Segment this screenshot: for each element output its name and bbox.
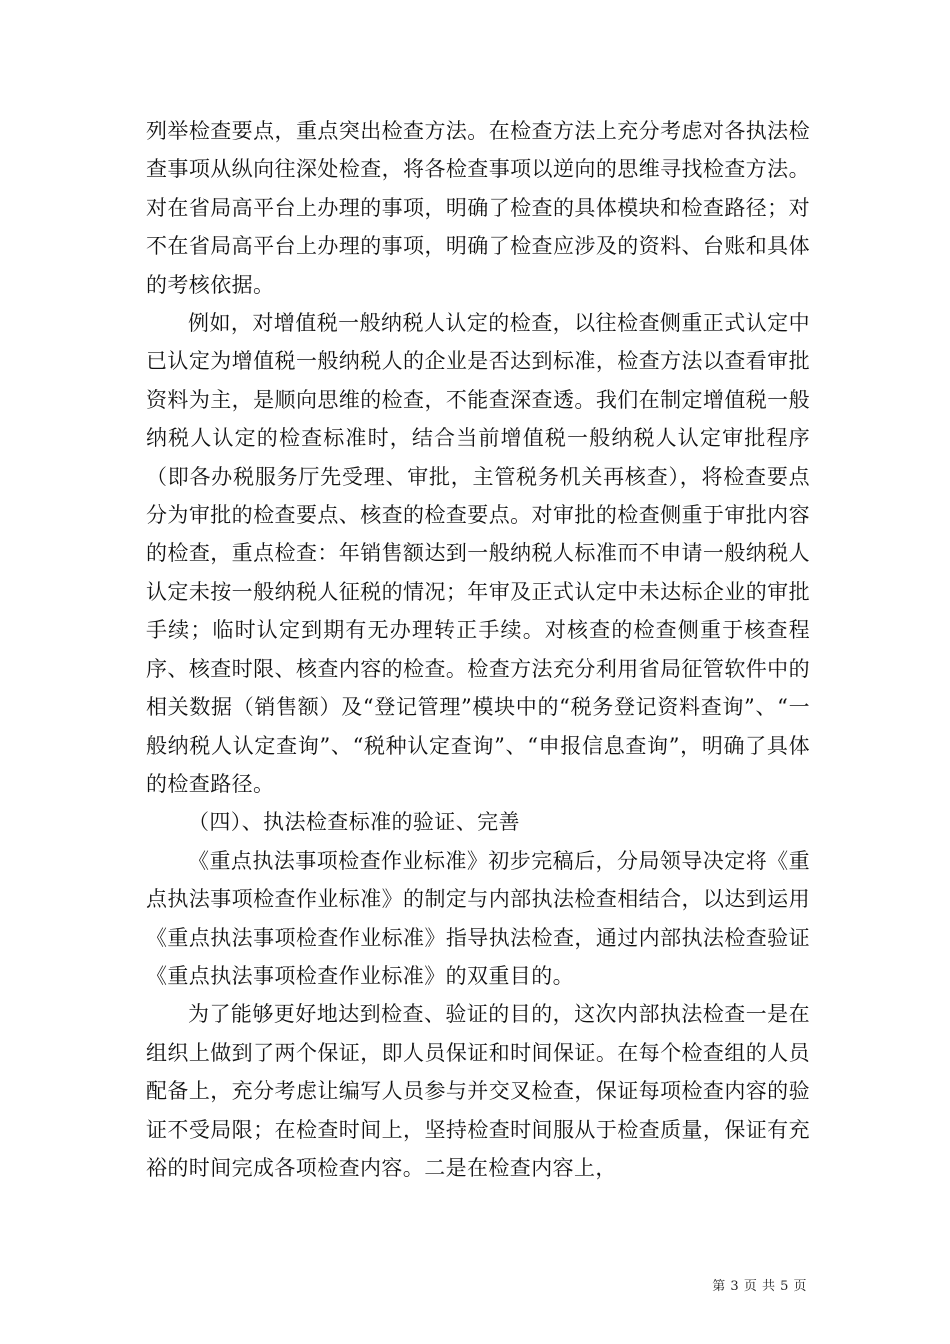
paragraph-vat-example: 例如，对增值税一般纳税人认定的检查，以往检查侧重正式认定中已认定为增值税一般纳税人的企业是否达到标准，检查方法以查看审批资料为主，是顺向思维的检查，不能查深查透。我们在制定增值税一般纳税人认定的检查标准时，结合当前增值税一般纳税人认定审批程序（即各办税服务厅先受理、审批，主管税务机关再核查），将检查要点分为审批的检查要点、核查的检查要点。对审批的检查侧重于审批内容的检查，重点检查：年销售额达到一般纳税人标准而不申请一般纳税人认定未按一般纳税人征税的情况；年审及正式认定中未达标企业的审批手续；临时认定到期有无办理转正手续。对核查的检查侧重于核查程序、核查时限、核查内容的检查。检查方法充分利用省局征管软件中的相关数据（销售额）及“登记管理”模块中的“税务登记资料查询”、“一般纳税人认定查询”、“税种认定查询”、“申报信息查询”，明确了具体的检查路径。 (146, 311, 810, 796)
document-body (146, 112, 810, 1187)
paragraph-inspection-points: 列举检查要点，重点突出检查方法。在检查方法上充分考虑对各执法检查事项从纵向往深处检查，将各检查事项以逆向的思维寻找检查方法。对在省局高平台上办理的事项，明确了检查的具体模块和检查路径；对不在省局高平台上办理的事项，明确了检查应涉及的资料、台账和具体的考核依据。 (146, 119, 810, 297)
section-heading-verification: （四）、执法检查标准的验证、完善 (188, 810, 520, 835)
paragraph-standard-drafted: 《重点执法事项检查作业标准》初步完稿后，分局领导决定将《重点执法事项检查作业标准》的制定与内部执法检查相结合，以达到运用《重点执法事项检查作业标准》指导执法检查，通过内部执法检查验证《重点执法事项检查作业标准》的双重目的。 (146, 848, 810, 988)
page-number-footer: 第 3 页 共 5 页 (712, 1279, 807, 1294)
paragraph-internal-inspection: 为了能够更好地达到检查、验证的目的，这次内部执法检查一是在组织上做到了两个保证，即人员保证和时间保证。在每个检查组的人员配备上，充分考虑让编写人员参与并交叉检查，保证每项检查内容的验证不受局限；在检查时间上，坚持检查时间服从于检查质量，保证有充裕的时间完成各项检查内容。二是在检查内容上， (146, 1002, 810, 1180)
